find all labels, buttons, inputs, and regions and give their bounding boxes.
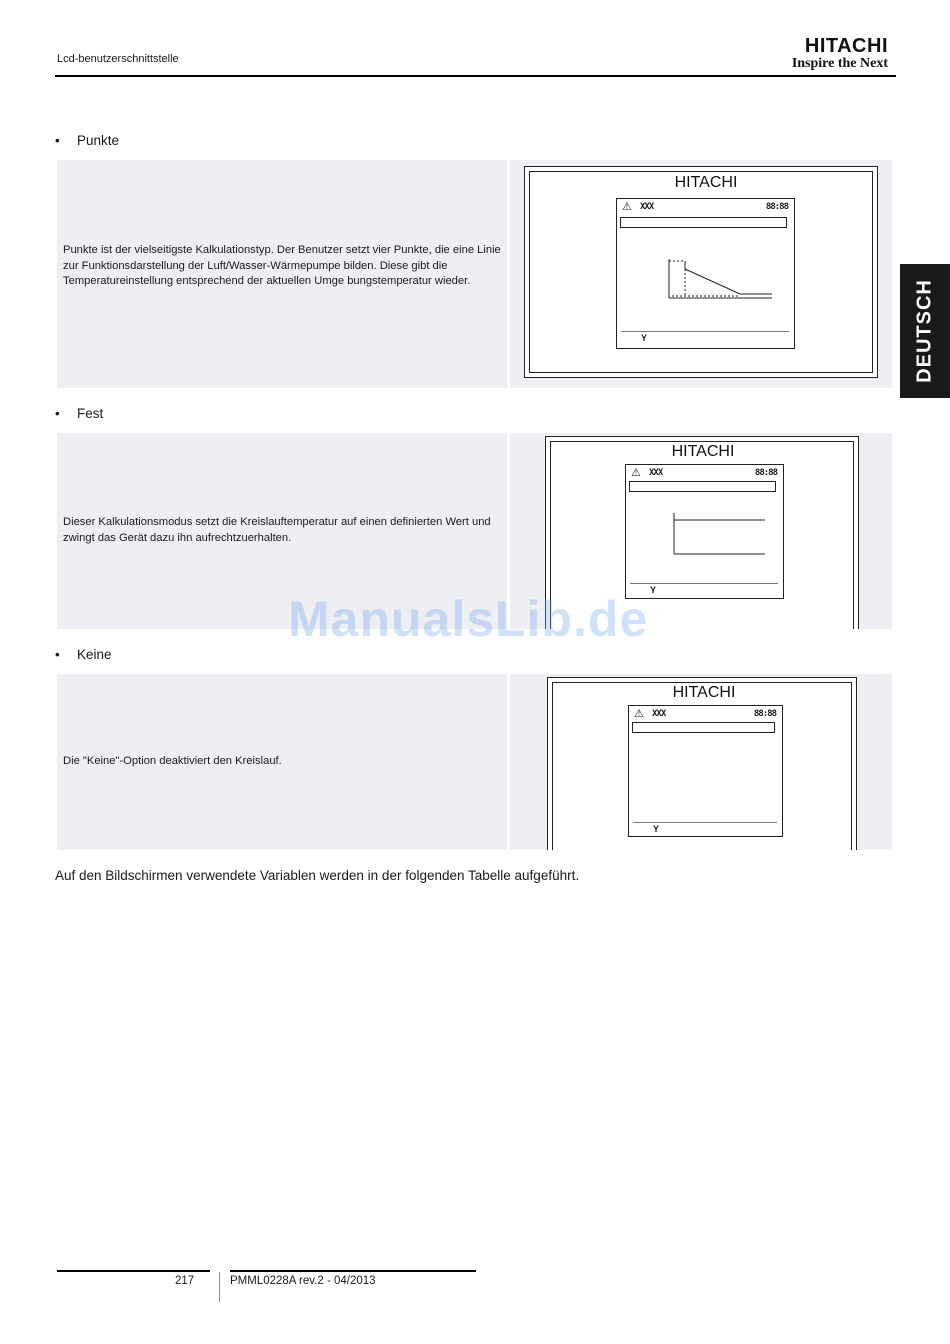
document-reference: PMML0228A rev.2 - 04/2013 xyxy=(230,1275,376,1287)
warning-triangle-icon: ⚠ xyxy=(622,201,632,213)
wrench-icon: Y xyxy=(641,333,648,343)
footer-rule-left xyxy=(57,1270,210,1272)
controller-brand: HITACHI xyxy=(674,174,738,191)
section-heading-keine xyxy=(55,647,112,662)
status-code: XXX xyxy=(652,709,666,719)
controller-brand: HITACHI xyxy=(671,443,735,460)
section-heading-fest xyxy=(55,406,103,421)
lcd-illustration xyxy=(510,674,892,850)
watermark: ManualsLib.de xyxy=(288,591,649,647)
section-header-title: Lcd-benutzerschnittstelle xyxy=(57,53,179,65)
footer-separator xyxy=(219,1272,220,1302)
description-cell xyxy=(57,674,507,850)
wrench-icon: Y xyxy=(650,585,657,595)
logo-wordmark: HITACHI xyxy=(804,35,888,57)
heating-curve-line xyxy=(685,261,772,294)
heading-label: Fest xyxy=(77,406,104,421)
bullet-mark: • xyxy=(55,406,60,421)
fixed-temperature-graph xyxy=(626,465,783,598)
title-bar xyxy=(632,722,775,733)
header-divider xyxy=(55,75,896,77)
screen-footer-line xyxy=(633,822,777,823)
status-code: XXX xyxy=(649,468,663,478)
summary-text: Auf den Bildschirmen verwendete Variablen werden in der folgenden Tabelle aufgeführt. xyxy=(55,868,580,883)
section-row-punkte xyxy=(57,160,892,388)
page-number: 217 xyxy=(175,1275,195,1287)
description-text: Dieser Kalkulationsmodus setzt die Kreislauftemperatur auf einen definierten Wert und zwingt das Gerät dazu ihn aufrechtzuerhalten. xyxy=(63,516,491,544)
warning-triangle-icon: ⚠ xyxy=(631,467,641,479)
screen-footer-line xyxy=(630,583,778,584)
bullet-mark: • xyxy=(55,647,60,662)
section-heading-punkte xyxy=(55,133,119,148)
controller-brand: HITACHI xyxy=(672,684,736,701)
description-cell xyxy=(57,160,507,388)
logo-tagline: Inspire the Next xyxy=(791,56,888,71)
lcd-screen xyxy=(628,705,783,837)
section-row-keine xyxy=(57,674,892,850)
bullet-mark: • xyxy=(55,133,60,148)
lcd-screen xyxy=(625,464,784,599)
clock-display: 88:88 xyxy=(753,709,776,719)
warning-triangle-icon: ⚠ xyxy=(634,708,644,720)
status-code: XXX xyxy=(640,202,654,212)
lcd-screen xyxy=(616,198,795,349)
points-curve-graph xyxy=(617,199,794,348)
clock-display: 88:88 xyxy=(754,468,777,478)
heading-label: Keine xyxy=(77,647,112,662)
screen-footer-line xyxy=(621,331,789,332)
wrench-icon: Y xyxy=(653,824,660,834)
description-text: Die "Keine"-Option deaktiviert den Kreislauf. xyxy=(63,755,282,767)
footer-rule-right xyxy=(230,1270,476,1272)
description-text: Punkte ist der vielseitigste Kalkulationstyp. Der Benutzer setzt vier Punkte, die eine Linie zur Funktionsdarstellung der Luft/Wasser-Wärmepumpe bilden. Diese gibt die Temperatureinstellung entsprechend der aktuellen Umge bungstemperatur wieder. xyxy=(63,244,501,287)
heading-label: Punkte xyxy=(77,133,120,148)
language-side-tab xyxy=(900,264,950,398)
language-label: DEUTSCH xyxy=(913,279,936,383)
clock-display: 88:88 xyxy=(765,202,788,212)
hitachi-logo xyxy=(792,36,888,72)
lcd-illustration xyxy=(510,160,892,388)
